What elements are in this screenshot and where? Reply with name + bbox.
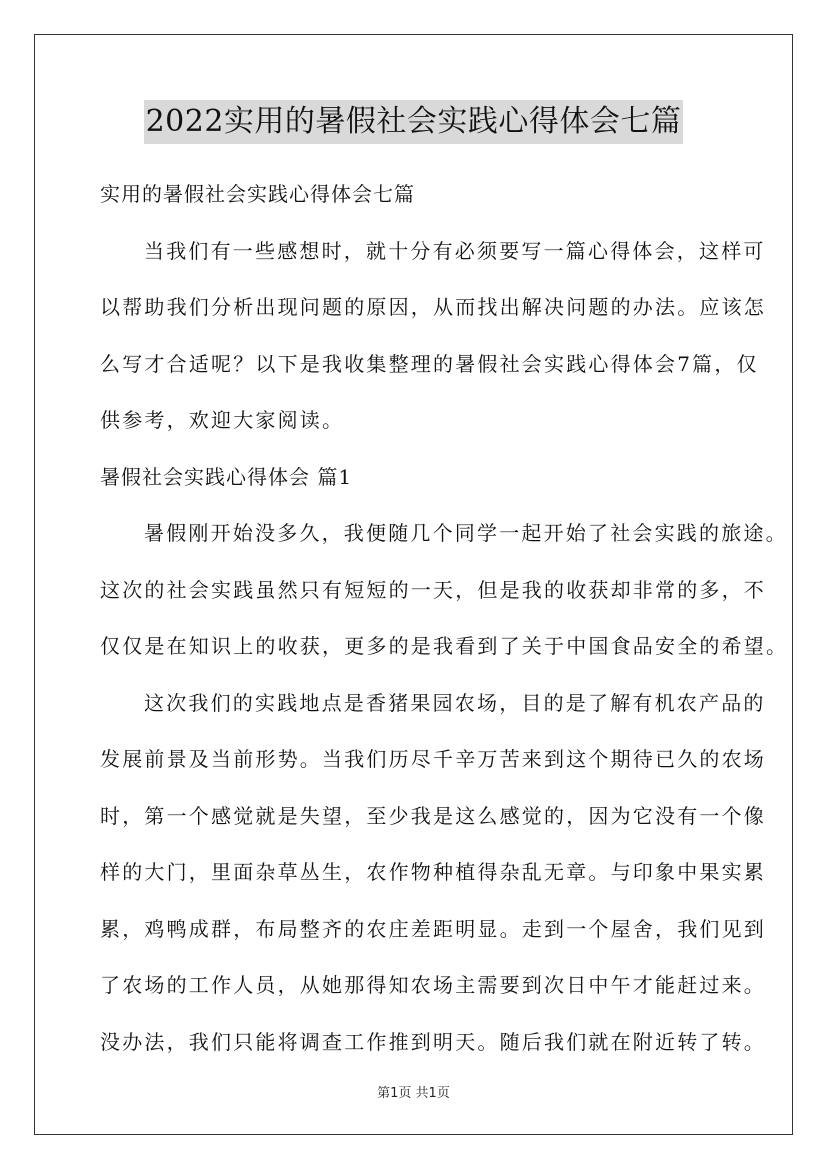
document-body xyxy=(100,174,789,1078)
paragraph-line: 发展前景及当前形势。当我们历尽千辛万苦来到这个期待已久的农场 xyxy=(100,747,766,771)
section-heading: 暑假社会实践心得体会 篇1 xyxy=(100,464,353,489)
paragraph-line: 这次的社会实践虽然只有短短的一天，但是我的收获却非常的多，不 xyxy=(100,577,766,602)
paragraph-line: 样的大门，里面杂草丛生，农作物种植得杂乱无章。与印象中果实累 xyxy=(100,860,766,884)
paragraph-line: 这次我们的实践地点是香猪果园农场，目的是了解有机农产品的 xyxy=(144,690,766,715)
document-title: 2022实用的暑假社会实践心得体会七篇 xyxy=(144,100,684,144)
paragraph-line: 没办法，我们只能将调查工作推到明天。随后我们就在附近转了转。 xyxy=(100,1029,766,1054)
paragraph-line: 当我们有一些感想时，就十分有必须要写一篇心得体会，这样可 xyxy=(144,238,766,263)
paragraph-line: 么写才合适呢？以下是我收集整理的暑假社会实践心得体会7篇，仅 xyxy=(100,351,759,376)
paragraph-line: 时，第一个感觉就是失望，至少我是这么感觉的，因为它没有一个像 xyxy=(100,803,766,828)
page-footer: 第1页 共1页 xyxy=(377,1086,450,1101)
paragraph-line: 累，鸡鸭成群，布局整齐的农庄差距明显。走到一个屋舍，我们见到 xyxy=(100,916,766,941)
paragraph-line: 仅仅是在知识上的收获，更多的是我看到了关于中国食品安全的希望。 xyxy=(100,634,789,658)
paragraph-line: 供参考，欢迎大家阅读。 xyxy=(100,408,345,432)
paragraph-line: 暑假刚开始没多久，我便随几个同学一起开始了社会实践的旅途。 xyxy=(144,521,788,545)
document-title-wrapper xyxy=(0,100,827,144)
paragraph-line: 了农场的工作人员，从她那得知农场主需要到次日中午才能赶过来。 xyxy=(100,973,766,997)
section-heading: 实用的暑假社会实践心得体会七篇 xyxy=(100,182,415,206)
paragraph-line: 以帮助我们分析出现问题的原因，从而找出解决问题的办法。应该怎 xyxy=(100,295,766,319)
